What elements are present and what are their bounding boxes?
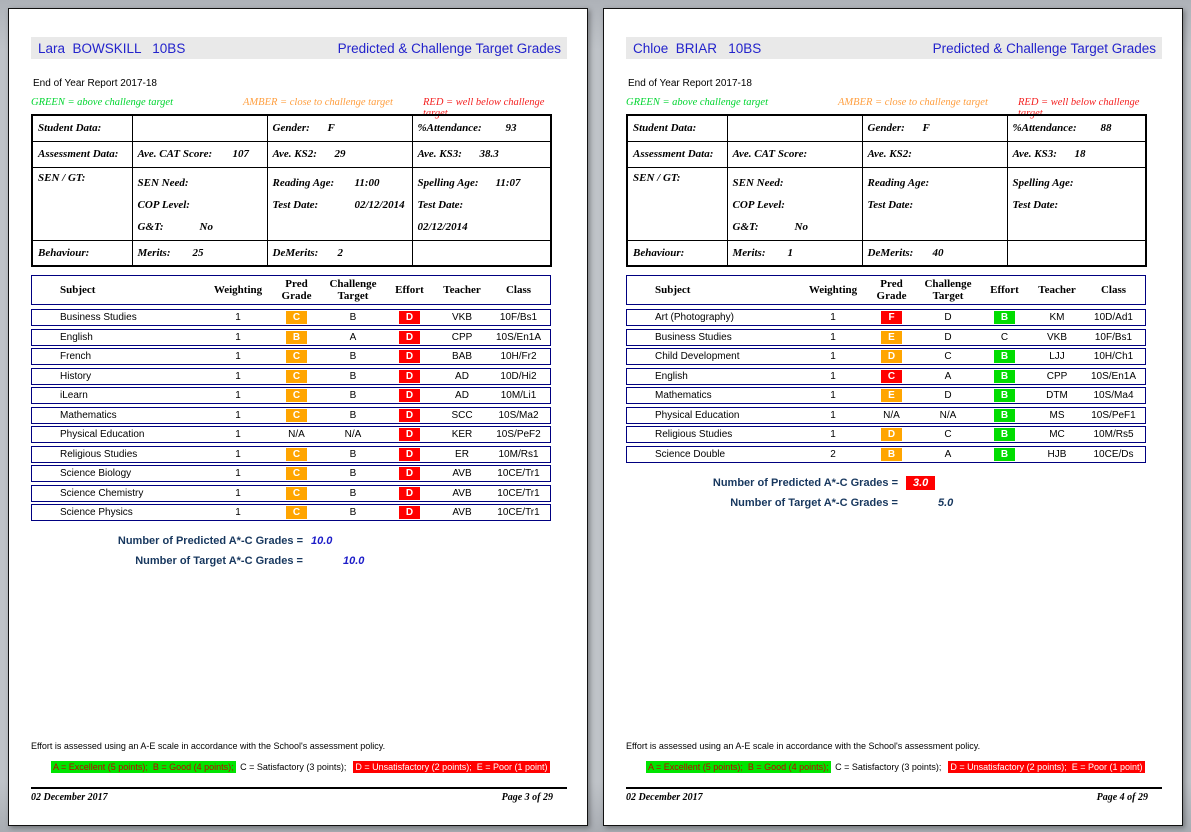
empty-cell [1007,240,1146,266]
challenge-target-value: D [944,390,952,401]
weighting-value: 1 [235,468,241,479]
class-code: 10D/Hi2 [500,370,537,382]
subject-name: Physical Education [655,409,740,421]
effort-policy-note: Effort is assessed using an A-E scale in accordance with the School's assessment policy. [626,741,981,751]
subject-row [31,446,551,463]
challenge-target-value: A [349,331,357,343]
student-data-row [627,240,1146,266]
subject-row [31,504,551,521]
challenge-target-value: B [349,507,357,518]
col-header-effort: Effort [395,284,424,296]
class-code: 10H/Ch1 [1093,351,1134,362]
ks2-label: Ave. KS2: [867,148,912,160]
challenge-target-value: A [944,448,952,460]
spelling-age-label: Spelling Age: [417,176,479,189]
subject-row [31,329,551,346]
legend-amber: AMBER = close to challenge target [838,97,988,108]
weighting-value: 2 [830,448,836,460]
attendance-label: %Attendance: [417,122,482,135]
subject-name: Child Development [655,351,740,362]
challenge-target-value: B [349,468,357,479]
subject-name: Art (Photography) [655,312,734,323]
challenge-target-value: B [349,370,357,382]
subject-name: Science Double [655,448,726,460]
challenge-target-value: B [349,487,357,499]
section-label: Assessment Data: [32,141,132,167]
class-code: 10S/PeF2 [496,429,541,440]
gender-value: F [327,122,335,135]
subject-row [626,387,1146,404]
attendance-value: 88 [1100,122,1112,135]
teacher-code: SCC [451,409,473,421]
spelling-test-date-label: Test Date: [417,198,464,211]
target-grades-label: Number of Target A*-C Grades = [730,496,898,509]
pred-grade-badge: C [286,389,307,402]
pred-grade-badge: C [286,350,307,363]
student-data-table [626,114,1147,267]
subject-name: French [60,351,92,362]
col-header-teacher: Teacher [1038,284,1076,296]
report-page-2 [603,8,1183,826]
reading-age-label: Reading Age: [867,176,930,189]
section-label: Student Data: [32,115,132,141]
col-header-subject: Subject [655,284,691,296]
effort-badge: D [399,409,420,422]
teacher-code: LJJ [1049,351,1065,362]
legend-red: RED = well below challenge target [1018,97,1140,119]
effort-badge: D [399,389,420,402]
col-header-pred-grade: Pred Grade [876,278,907,302]
subject-row [626,426,1146,443]
cat-label: Ave. CAT Score: [732,148,808,160]
weighting-value: 1 [235,312,241,323]
pred-grade-badge: B [286,331,307,344]
col-header-class: Class [505,284,532,296]
weighting-value: 1 [830,409,836,421]
teacher-code: KER [451,429,473,440]
effort-legend-red: D = Unsatisfactory (2 points); E = Poor (1 point) [950,762,1143,772]
subject-name: English [655,370,688,382]
subject-row [626,368,1146,385]
subject-row [626,329,1146,346]
attendance-value: 93 [505,122,517,135]
cat-value: 107 [232,148,249,160]
challenge-target-value: B [349,312,357,323]
effort-legend-red: D = Unsatisfactory (2 points); E = Poor (1 point) [355,762,548,772]
grade-summary [31,531,551,571]
gender-value: F [922,122,930,135]
student-data-row [627,167,1146,240]
merits-value: 25 [192,246,204,259]
student-data-row [32,115,551,141]
weighting-value: 1 [235,429,241,440]
footer-divider [31,787,567,789]
teacher-code: AD [455,390,469,401]
subject-name: Science Physics [60,507,133,518]
grades-table-header [31,275,551,305]
target-grades-label: Number of Target A*-C Grades = [135,555,303,567]
section-label: Behaviour: [32,240,132,266]
class-code: 10CE/Tr1 [497,487,540,499]
predicted-grades-label: Number of Predicted A*-C Grades = [117,535,303,547]
effort-badge: B [994,389,1015,402]
merits-value: 1 [787,246,793,259]
class-code: 10CE/Ds [1093,448,1134,460]
effort-badge: D [399,311,420,324]
effort-legend-green: A = Excellent (5 points); B = Good (4 points); [53,762,234,772]
subject-name: Science Chemistry [60,487,144,499]
empty-cell [727,115,862,141]
grades-table [31,275,551,571]
subject-name: Business Studies [60,312,137,323]
report-page-1 [8,8,588,826]
effort-legend-mid: C = Satisfactory (3 points); [832,762,947,772]
class-code: 10M/Rs1 [498,448,539,460]
subject-row [31,368,551,385]
spelling-test-date-label: Test Date: [1012,198,1059,211]
subject-name: Mathematics [655,390,712,401]
subject-name: Mathematics [60,409,117,421]
reading-age-value: 11:00 [354,176,380,189]
gt-label: G&T: [137,220,164,233]
weighting-value: 1 [830,370,836,382]
footer-date: 02 December 2017 [31,792,108,803]
effort-badge: D [399,487,420,500]
weighting-value: 1 [830,351,836,362]
pred-grade-badge: F [881,311,901,324]
effort-scale-legend [626,752,1162,782]
col-header-challenge-target: Challenge Target [924,278,972,302]
class-code: 10F/Bs1 [1094,331,1133,343]
effort-badge: D [399,428,420,441]
class-code: 10S/Ma2 [498,409,539,421]
effort-badge: C [1000,331,1009,343]
section-label: SEN / GT: [627,167,727,240]
challenge-target-value: D [944,312,952,323]
subject-row [626,348,1146,365]
weighting-value: 1 [830,390,836,401]
effort-policy-note: Effort is assessed using an A-E scale in accordance with the School's assessment policy. [31,741,386,751]
subject-name: Science Biology [60,468,132,479]
weighting-value: 1 [235,331,241,343]
footer-date: 02 December 2017 [626,792,703,803]
pred-grade-badge: C [286,506,307,519]
pred-grade-badge: C [286,370,307,383]
merits-label: Merits: [732,246,766,259]
pred-grade-badge: C [286,448,307,461]
challenge-target-value: C [944,351,952,362]
subject-row [626,446,1146,463]
legend-red: RED = well below challenge target [423,97,545,119]
weighting-value: 1 [830,331,836,343]
effort-badge: D [399,350,420,363]
class-code: 10S/Ma4 [1093,390,1134,401]
effort-badge: D [399,506,420,519]
weighting-value: 1 [235,487,241,499]
weighting-value: 1 [235,448,241,460]
gt-label: G&T: [732,220,759,233]
report-title: Predicted & Challenge Target Grades [932,40,1156,56]
teacher-code: AVB [452,468,472,479]
class-code: 10F/Bs1 [499,312,538,323]
effort-badge: B [994,428,1015,441]
effort-legend-green: A = Excellent (5 points); B = Good (4 points); [648,762,829,772]
footer-divider [626,787,1162,789]
challenge-target-value: C [944,429,952,440]
section-label: Assessment Data: [627,141,727,167]
subject-name: Physical Education [60,429,145,440]
weighting-value: 1 [235,370,241,382]
effort-badge: D [399,370,420,383]
weighting-value: 1 [235,390,241,401]
col-header-subject: Subject [60,284,96,296]
reading-age-label: Reading Age: [272,176,335,189]
section-label: SEN / GT: [32,167,132,240]
student-data-row [32,167,551,240]
pred-grade-badge: D [881,428,902,441]
gt-value: No [794,220,808,233]
report-period: End of Year Report 2017-18 [628,78,752,89]
col-header-pred-grade: Pred Grade [281,278,312,302]
subject-name: Religious Studies [60,448,138,460]
page-header-bar [31,37,567,59]
sen-label: SEN Need: [137,176,189,189]
challenge-target-value: N/A [344,429,362,440]
class-code: 10S/PeF1 [1091,409,1136,421]
effort-badge: D [399,448,420,461]
spelling-age-label: Spelling Age: [1012,176,1074,189]
pred-grade-badge: D [881,350,902,363]
class-code: 10CE/Tr1 [497,507,540,518]
subject-name: Religious Studies [655,429,733,440]
page-footer [626,741,1162,803]
class-code: 10S/En1A [1090,370,1137,382]
student-name: Lara BOWSKILL 10BS [38,40,186,56]
footer-page-number: Page 3 of 29 [501,792,553,803]
teacher-code: ER [455,448,469,460]
ks3-label: Ave. KS3: [1012,148,1057,160]
effort-badge: B [994,448,1015,461]
teacher-code: AD [455,370,469,382]
col-header-weighting: Weighting [213,284,263,296]
weighting-value: 1 [235,409,241,421]
legend-green: GREEN = above challenge target [31,97,173,108]
demerits-value: 40 [932,246,944,259]
teacher-code: KM [1049,312,1065,323]
col-header-teacher: Teacher [443,284,481,296]
section-label: Behaviour: [627,240,727,266]
predicted-grades-value: 10.0 [311,535,333,547]
pred-grade-badge: E [881,389,902,402]
effort-badge: B [994,350,1015,363]
effort-badge: B [994,409,1015,422]
pred-grade-badge: B [881,448,902,461]
ks3-value: 18 [1074,148,1086,160]
demerits-label: DeMerits: [272,246,319,259]
ks3-label: Ave. KS3: [417,148,462,160]
demerits-label: DeMerits: [867,246,914,259]
subject-name: Business Studies [655,331,732,343]
challenge-target-value: B [349,351,357,362]
student-name: Chloe BRIAR 10BS [633,40,762,56]
pred-grade-badge: N/A [883,409,900,421]
empty-cell [132,115,267,141]
spelling-test-date-value: 02/12/2014 [417,220,468,233]
subject-row [31,309,551,326]
predicted-grades-label: Number of Predicted A*-C Grades = [712,476,898,489]
weighting-value: 1 [830,429,836,440]
pred-grade-badge: C [881,370,902,383]
effort-badge: D [399,331,420,344]
class-code: 10CE/Tr1 [497,468,540,479]
class-code: 10D/Ad1 [1094,312,1133,323]
page-header-bar [626,37,1162,59]
ks2-value: 29 [334,148,346,160]
class-code: 10S/En1A [495,331,542,343]
challenge-target-value: B [349,409,357,421]
challenge-target-value: N/A [939,409,957,421]
cop-label: COP Level: [137,198,190,211]
ks2-label: Ave. KS2: [272,148,317,160]
student-data-row [32,240,551,266]
merits-label: Merits: [137,246,171,259]
teacher-code: MC [1049,429,1065,440]
teacher-code: DTM [1046,390,1068,401]
subject-name: History [60,370,92,382]
class-code: 10M/Rs5 [1093,429,1134,440]
effort-legend-mid: C = Satisfactory (3 points); [237,762,352,772]
demerits-value: 2 [337,246,343,259]
col-header-weighting: Weighting [808,284,858,296]
teacher-code: VKB [1046,331,1067,343]
student-data-table [31,114,552,267]
student-data-row [32,141,551,167]
grades-table [626,275,1146,513]
teacher-code: CPP [451,331,473,343]
weighting-value: 1 [235,507,241,518]
teacher-code: VKB [451,312,472,323]
gender-label: Gender: [272,122,310,135]
legend-green: GREEN = above challenge target [626,97,768,108]
subject-name: iLearn [60,390,88,401]
col-header-class: Class [1100,284,1127,296]
class-code: 10M/Li1 [500,390,537,401]
grades-table-body [31,309,551,521]
page-footer [31,741,567,803]
teacher-code: MS [1049,409,1065,421]
reading-test-date-label: Test Date: [272,198,319,211]
gender-label: Gender: [867,122,905,135]
pred-grade-badge: C [286,467,307,480]
weighting-value: 1 [830,312,836,323]
legend-amber: AMBER = close to challenge target [243,97,393,108]
col-header-challenge-target: Challenge Target [329,278,377,302]
subject-row [31,426,551,443]
challenge-target-value: D [944,331,952,343]
challenge-target-value: B [349,390,357,401]
grades-table-body [626,309,1146,463]
grades-table-header [626,275,1146,305]
ks3-value: 38.3 [479,148,499,160]
target-grades-value: 5.0 [938,496,954,509]
col-header-effort: Effort [990,284,1019,296]
cop-label: COP Level: [732,198,785,211]
gt-value: No [199,220,213,233]
grade-summary [626,473,1146,513]
challenge-target-value: B [349,448,357,460]
weighting-value: 1 [235,351,241,362]
reading-test-date-value: 02/12/2014 [354,198,405,211]
pred-grade-badge: E [881,331,902,344]
subject-row [31,387,551,404]
report-period: End of Year Report 2017-18 [33,78,157,89]
subject-row [626,309,1146,326]
effort-badge: B [994,311,1015,324]
spelling-age-value: 11:07 [495,176,521,189]
empty-cell [412,240,551,266]
subject-row [31,485,551,502]
footer-page-number: Page 4 of 29 [1096,792,1148,803]
subject-row [31,407,551,424]
subject-name: English [60,331,93,343]
student-data-row [627,141,1146,167]
attendance-label: %Attendance: [1012,122,1077,135]
pred-grade-badge: N/A [288,429,305,440]
pred-grade-badge: C [286,409,307,422]
sen-label: SEN Need: [732,176,784,189]
challenge-target-value: A [944,370,952,382]
target-grades-value: 10.0 [343,555,365,567]
subject-row [31,465,551,482]
subject-row [626,407,1146,424]
cat-label: Ave. CAT Score: [137,148,213,160]
teacher-code: HJB [1047,448,1067,460]
teacher-code: AVB [452,487,472,499]
teacher-code: AVB [452,507,472,518]
pred-grade-badge: C [286,311,307,324]
effort-badge: B [994,370,1015,383]
report-title: Predicted & Challenge Target Grades [337,40,561,56]
effort-badge: D [399,467,420,480]
pred-grade-badge: C [286,487,307,500]
reading-test-date-label: Test Date: [867,198,914,211]
subject-row [31,348,551,365]
section-label: Student Data: [627,115,727,141]
student-data-row [627,115,1146,141]
predicted-grades-value: 3.0 [906,476,935,490]
teacher-code: CPP [1046,370,1068,382]
teacher-code: BAB [451,351,472,362]
class-code: 10H/Fr2 [500,351,537,362]
effort-scale-legend [31,752,567,782]
